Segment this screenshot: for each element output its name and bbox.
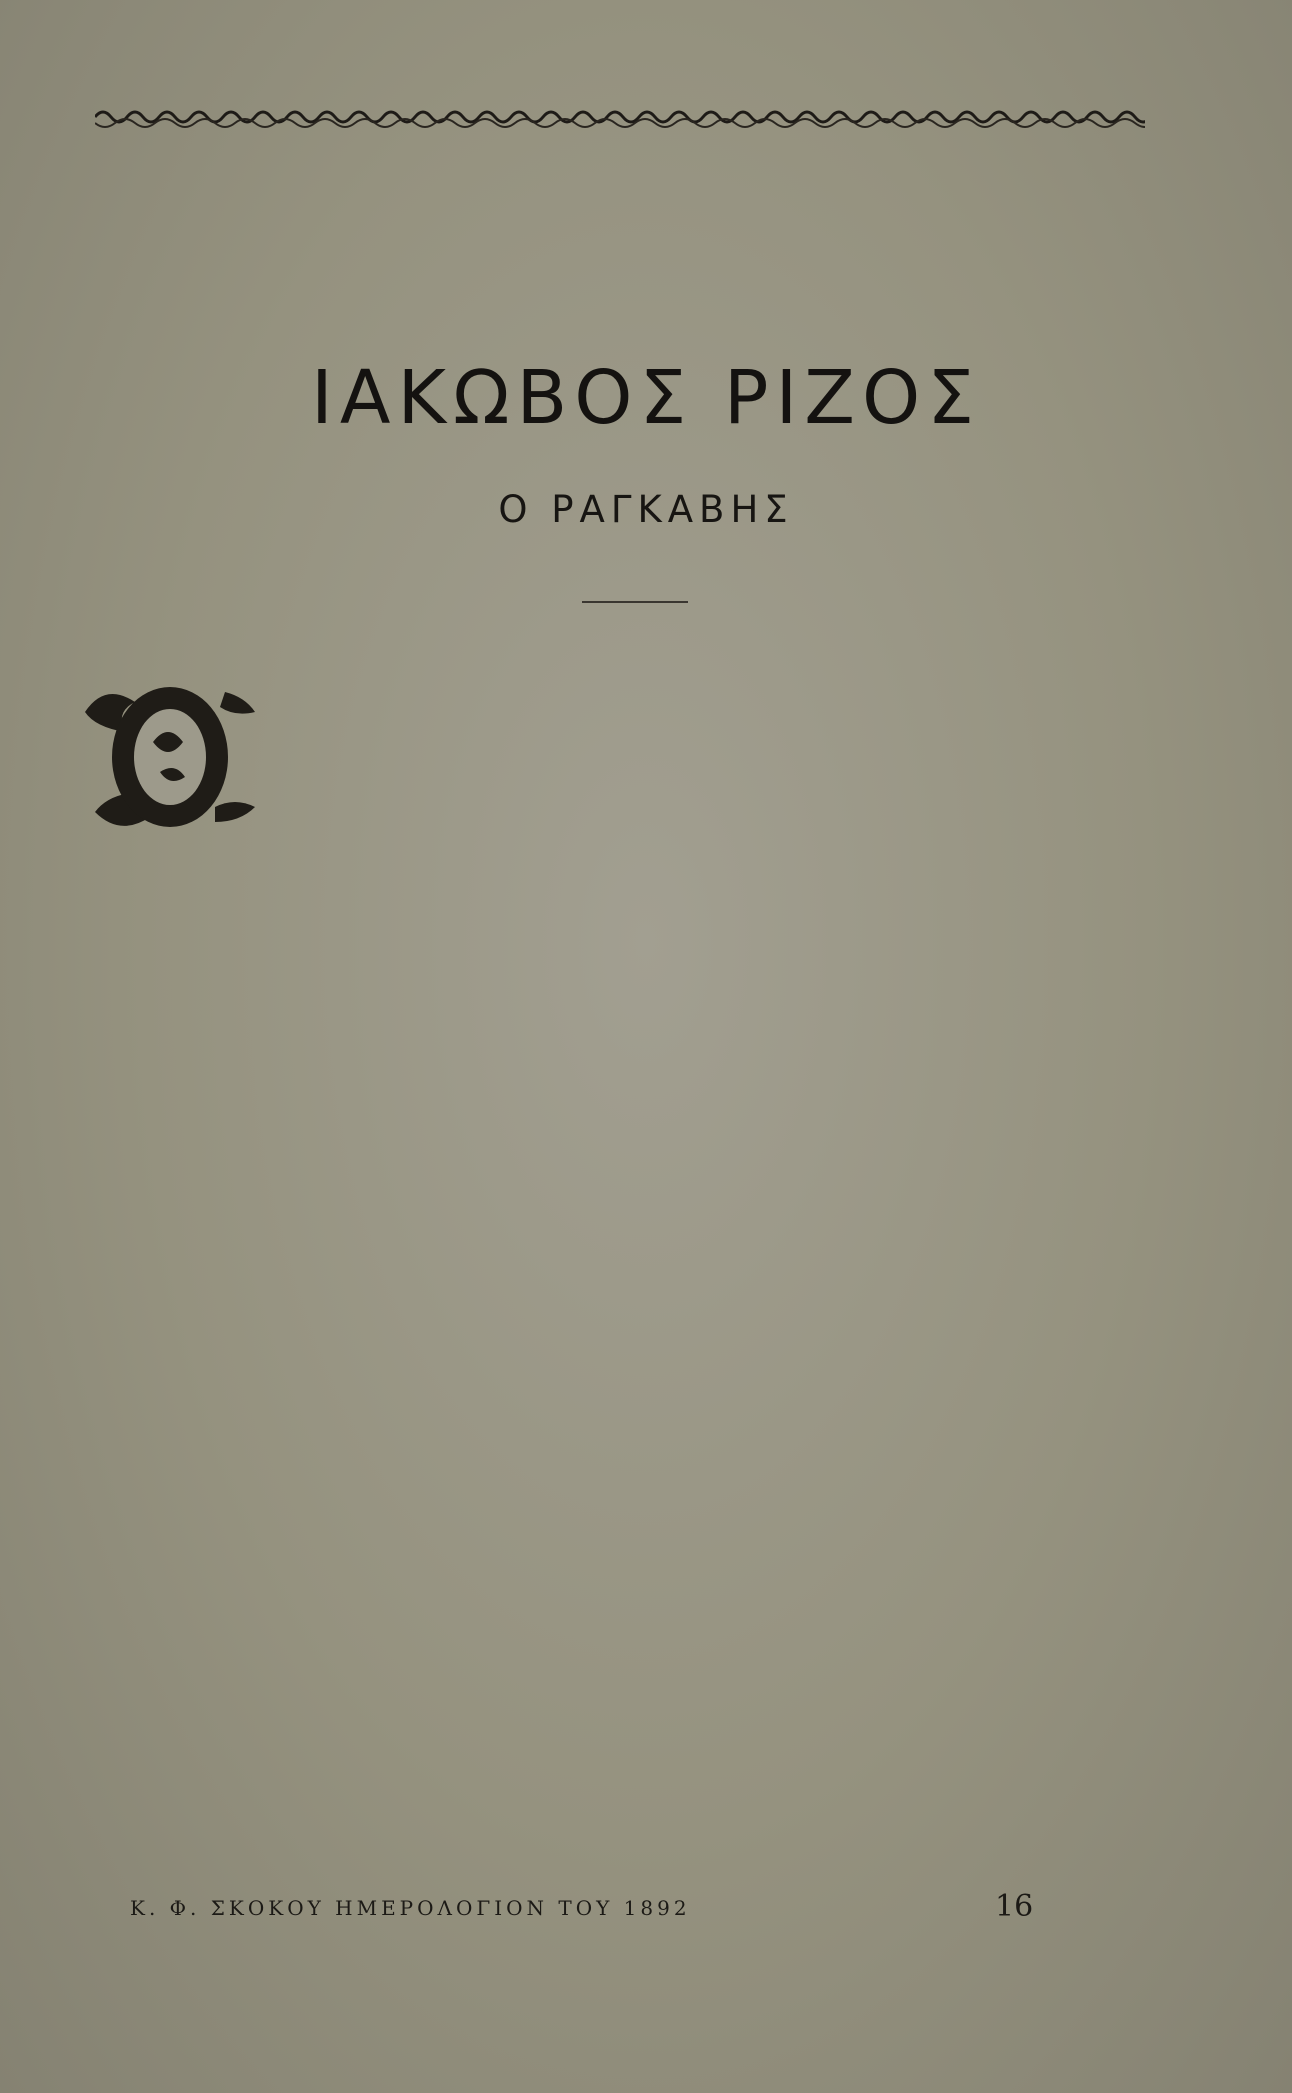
- footer-publication: Κ. Φ. ΣΚΟΚΟΥ ΗΜΕΡΟΛΟΓΙΟΝ ΤΟΥ 1892: [130, 1896, 691, 1920]
- page-subtitle: Ο ΡΑΓΚΑΒΗΣ: [498, 488, 794, 531]
- page-title: ΙΑΚΩΒΟΣ ΡΙΖΟΣ: [311, 355, 981, 441]
- title-divider: [582, 601, 688, 603]
- decorative-wavy-border: [95, 95, 1145, 135]
- ornate-dropcap-o: [75, 672, 265, 842]
- page-number: 16: [995, 1889, 1034, 1924]
